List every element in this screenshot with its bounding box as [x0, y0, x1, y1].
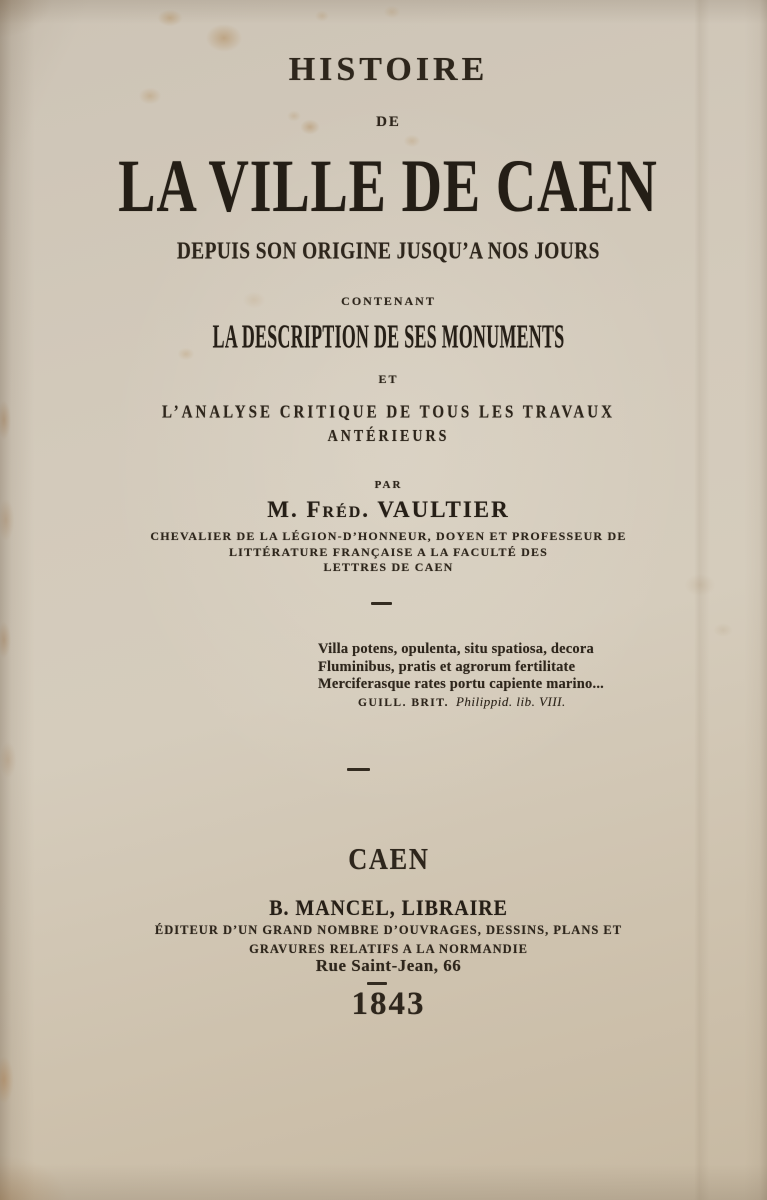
credential-line-2: LITTÉRATURE FRANÇAISE A LA FACULTÉ DES — [228, 544, 549, 559]
publisher-address: Rue Saint-Jean, 66 — [315, 956, 462, 975]
series-title: HISTOIRE — [288, 51, 489, 88]
contents-secondary-line-1-text: L’ANALYSE CRITIQUE DE TOUS LES TRAVAUX — [162, 402, 615, 423]
attribution-author: GUILL. BRIT. — [358, 697, 449, 709]
imprint-city-text: CAEN — [347, 841, 430, 876]
epigraph-line-1: Villa potens, opulenta, situ spatiosa, decora — [318, 641, 594, 657]
publication-year: 1843 — [351, 986, 426, 1022]
separator-dash-bottom — [367, 982, 387, 985]
subtitle — [10, 236, 767, 264]
contents-primary — [10, 317, 767, 355]
main-title-text: LA VILLE DE CAEN — [118, 144, 659, 228]
author-name: M. Fréd. VAULTIER — [267, 497, 510, 522]
credential-line-1: CHEVALIER DE LA LÉGION-D’HONNEUR, DOYEN ET PROFESSEUR DE — [150, 529, 627, 543]
contenant-label: CONTENANT — [341, 294, 436, 308]
epigraph-attribution — [358, 694, 566, 710]
imprint-city — [10, 843, 767, 874]
publisher-name-text: B. MANCEL, LIBRAIRE — [269, 894, 508, 921]
publisher-name — [10, 894, 767, 921]
epigraph-line-2: Fluminibus, pratis et agrorum fertilitate — [318, 658, 576, 675]
title-connector: DE — [376, 114, 401, 130]
contents-secondary-line-2-text: ANTÉRIEURS — [327, 427, 450, 447]
contents-primary-text: LA DESCRIPTION DE SES MONUMENTS — [212, 317, 565, 355]
separator-dash-top — [371, 602, 392, 605]
contents-secondary-line-2 — [10, 427, 767, 447]
publisher-role-line-2: GRAVURES RELATIFS A LA NORMANDIE — [249, 942, 528, 956]
epigraph — [318, 641, 604, 694]
contents-secondary-line-1 — [10, 402, 767, 423]
subtitle-text: DEPUIS SON ORIGINE JUSQU’A NOS JOURS — [176, 236, 601, 264]
author-credentials — [10, 529, 767, 576]
par-label: PAR — [374, 479, 403, 491]
et-label: ET — [378, 372, 399, 386]
publisher-role-line-1: ÉDITEUR D’UN GRAND NOMBRE D’OUVRAGES, DESSINS, PLANS ET — [154, 923, 623, 937]
credential-line-3: LETTRES DE CAEN — [323, 560, 454, 574]
main-title — [10, 144, 767, 228]
separator-dash-middle — [347, 768, 370, 771]
epigraph-line-3: Merciferasque rates portu capiente marino... — [318, 676, 604, 692]
attribution-work: Philippid. lib. VIII. — [455, 694, 566, 709]
